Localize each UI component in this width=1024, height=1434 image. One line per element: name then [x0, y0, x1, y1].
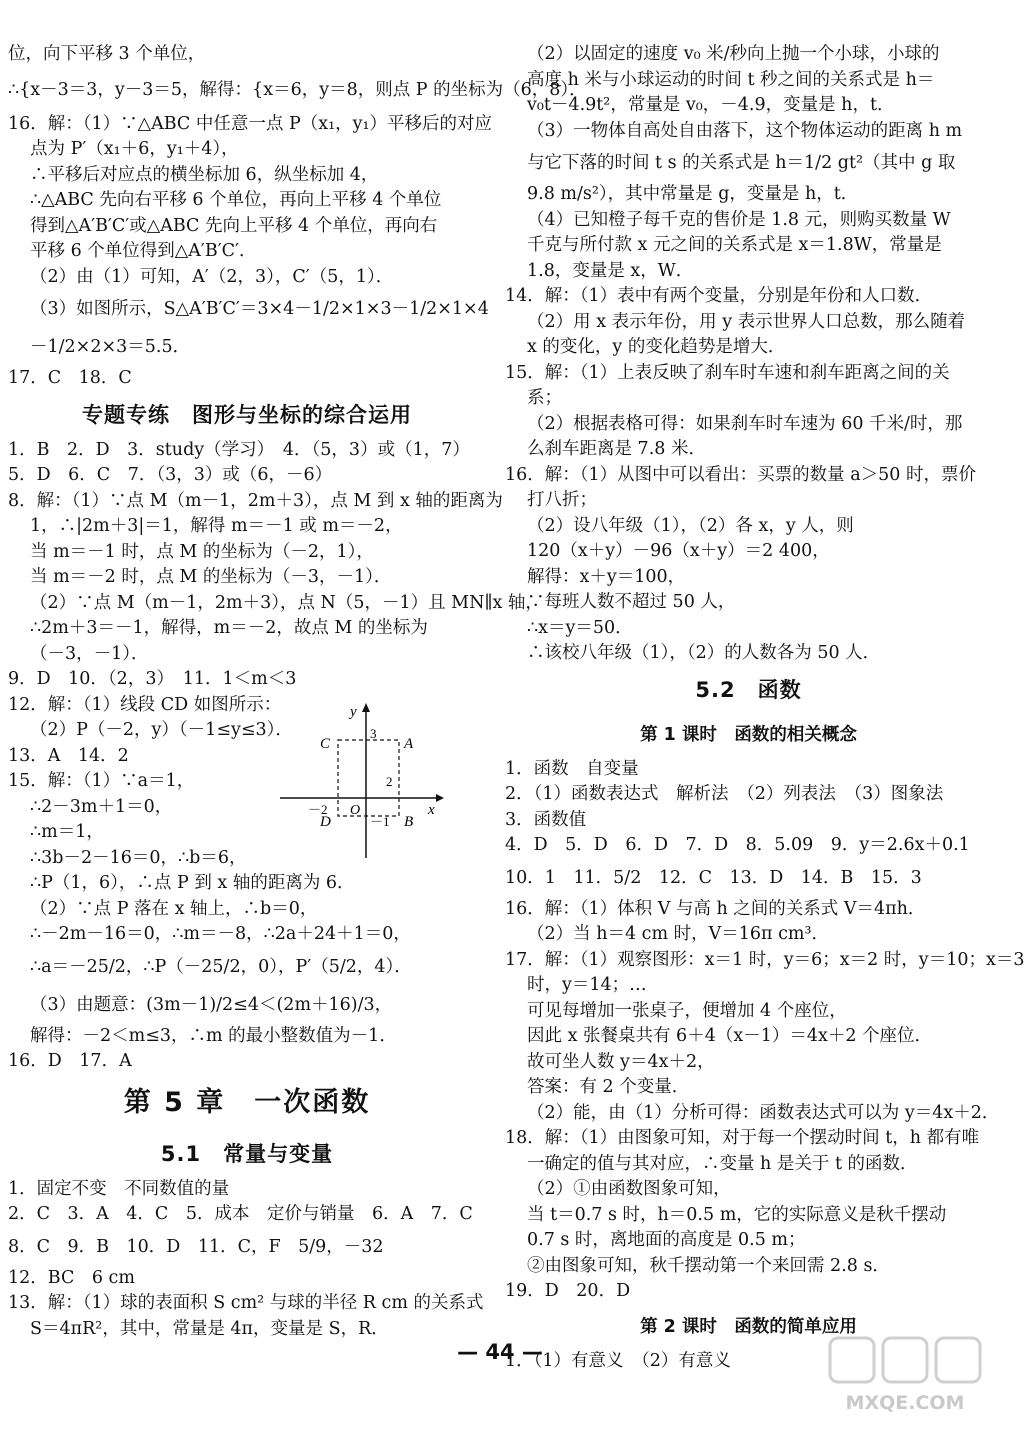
- left-line-19: （2）∵点 M（m－1，2m＋3），点 N（5，－1）且 MN∥x 轴，: [30, 592, 543, 613]
- tick-label-neg2: －2: [308, 802, 328, 817]
- right-line-31: 16．解：（1）体积 V 与高 h 之间的关系式 V＝4πh．: [505, 898, 926, 919]
- left-line-3: 点为 P′（x₁＋6，y₁＋4），: [30, 139, 239, 159]
- left-line-12: 专题专练 图形与坐标的综合运用: [82, 402, 412, 427]
- left-line-2: 16．解：（1）∵△ABC 中任意一点 P（x₁，y₁）平移后的对应: [8, 113, 493, 134]
- left-line-26: 15．解：（1）∵a＝1，: [8, 771, 195, 791]
- right-line-48: 1．（1）有意义 （2）有意义: [505, 1350, 731, 1371]
- left-line-35: 解得：－2＜m≤3，∴m 的最小整数值为－1．: [30, 1025, 397, 1046]
- right-line-10: （2）用 x 表示年份，用 y 表示世界人口总数，那么随着: [527, 311, 966, 332]
- left-line-1: ∴{x－3＝3，y－3＝5，解得：{x＝6，y＝8，则点 P 的坐标为（6，8）．: [8, 79, 587, 100]
- right-line-35: 可见每增加一张桌子，便增加 4 个座位，: [527, 1000, 847, 1021]
- right-line-14: （2）根据表格可得：如果刹车时车速为 60 千米/时，那: [527, 413, 963, 434]
- left-line-42: 12．BC 6 cm: [8, 1267, 135, 1288]
- origin-label: O: [350, 803, 361, 818]
- right-line-17: 打八折；: [527, 490, 597, 510]
- left-line-27: ∴2－3m＋1＝0，: [30, 796, 173, 817]
- right-line-44: 0.7 s 时，离地面的高度是 0.5 m；: [527, 1230, 806, 1250]
- right-line-33: 17．解：（1）观察图形：x＝1 时，y＝6；x＝2 时，y＝10；x＝3: [505, 949, 1024, 970]
- left-line-30: ∴P（1，6），∴点 P 到 x 轴的距离为 6．: [30, 873, 355, 893]
- left-line-38: 5.1 常量与变量: [160, 1141, 334, 1166]
- right-line-12: 15．解：（1）上表反映了刹车时车速和刹车距离之间的关: [505, 362, 950, 383]
- watermark-logo: [820, 1330, 990, 1425]
- right-line-21: ∵每班人数不超过 50 人，: [527, 592, 736, 612]
- right-line-9: 14．解：（1）表中有两个变量，分别是年份和人口数．: [505, 286, 933, 306]
- right-line-16: 16．解：（1）从图中可以看出：买票的数量 a＞50 时，票价: [505, 464, 976, 485]
- left-line-11: 17．C 18．C: [8, 368, 132, 388]
- right-line-30: 10．1 11．5/2 12．C 13．D 14．B 15．3: [505, 867, 922, 888]
- left-line-20: ∴2m＋3＝－1，解得，m＝－2，故点 M 的坐标为: [30, 618, 428, 638]
- coordinate-figure: [278, 700, 448, 860]
- left-line-40: 2．C 3．A 4．C 5．成本 定价与销量 6．A 7．C: [8, 1204, 473, 1224]
- y-axis-label: y: [350, 704, 357, 720]
- left-line-17: 当 m＝－1 时，点 M 的坐标为（－2，1），: [30, 541, 374, 562]
- tick-label-2: 2: [386, 774, 393, 789]
- left-line-15: 8．解：（1）∵点 M（m－1，2m＋3），点 M 到 x 轴的距离为: [8, 490, 503, 511]
- right-line-24: 5.2 函数: [695, 677, 802, 702]
- left-line-7: 平移 6 个单位得到△A′B′C′．: [30, 241, 257, 261]
- left-line-21: （－3，－1）．: [30, 643, 149, 664]
- left-line-34: （3）由题意：(3m－1)/2≤4＜(2m＋16)/3，: [30, 994, 393, 1015]
- left-line-23: 12．解：（1）线段 CD 如图所示：: [8, 694, 282, 715]
- right-line-43: 当 t＝0.7 s 时，h＝0.5 m，它的实际意义是秋千摆动: [527, 1204, 947, 1225]
- left-line-0: 位，向下平移 3 个单位，: [8, 44, 206, 64]
- left-line-14: 5．D 6．C 7．（3，3）或（6，－6）: [8, 465, 333, 485]
- right-line-3: （3）一物体自高处自由落下，这个物体运动的距离 h m: [527, 120, 963, 141]
- left-line-32: ∴－2m－16＝0，∴m＝－8，∴2a＋24＋1＝0，: [30, 924, 411, 944]
- y-axis-arrow-icon: [362, 703, 370, 712]
- right-line-15: 么刹车距离是 7.8 米．: [527, 439, 706, 459]
- right-line-4: 与它下落的时间 t s 的关系式是 h＝1/2 gt²（其中 g 取: [527, 153, 956, 173]
- right-line-13: 系；: [527, 388, 562, 408]
- right-line-26: 1．函数 自变量: [505, 758, 639, 779]
- right-line-1: 高度 h 米与小球运动的时间 t 秒之间的关系式是 h＝: [527, 69, 935, 90]
- right-line-34: 时，y＝14；…: [527, 975, 647, 995]
- left-line-41: 8．C 9．B 10．D 11．C，F 5/9，－32: [8, 1236, 384, 1257]
- left-line-18: 当 m＝－2 时，点 M 的坐标为（－3，－1）．: [30, 567, 392, 587]
- tick-label-neg1: －1: [370, 814, 390, 829]
- left-line-9: （3）如图所示，S△A′B′C′＝3×4－1/2×1×3－1/2×1×4: [30, 299, 489, 319]
- left-line-22: 9．D 10．（2，3） 11．1＜m＜3: [8, 669, 297, 689]
- right-line-11: x 的变化，y 的变化趋势是增大．: [527, 337, 786, 357]
- point-a-label: A: [404, 736, 414, 752]
- right-line-22: ∴x＝y＝50．: [527, 617, 633, 638]
- left-line-4: ∴平移后对应点的横坐标加 6，纵坐标加 4，: [30, 164, 379, 185]
- left-line-16: 1，∴|2m＋3|＝1，解得 m＝－1 或 m＝－2，: [30, 516, 403, 536]
- left-line-6: 得到△A′B′C′或△ABC 先向上平移 4 个单位，再向右: [30, 215, 438, 236]
- left-line-36: 16．D 17．A: [8, 1051, 132, 1071]
- right-line-8: 1.8，变量是 x，W．: [527, 260, 694, 281]
- right-line-28: 3．函数值: [505, 809, 587, 830]
- point-d-label: D: [320, 814, 331, 830]
- right-line-0: （2）以固定的速度 v₀ 米/秒向上抛一个小球，小球的: [527, 44, 940, 64]
- left-line-43: 13．解：（1）球的表面积 S cm² 与球的半径 R cm 的关系式: [8, 1293, 484, 1313]
- right-line-29: 4．D 5．D 6．D 7．D 8．5.09 9．y＝2.6x＋0.1: [505, 835, 970, 855]
- right-line-37: 故可坐人数 y＝4x＋2，: [527, 1051, 715, 1072]
- left-line-8: （2）由（1）可知，A′（2，3），C′（5，1）．: [30, 266, 394, 287]
- right-line-42: （2）①由函数图象可知，: [527, 1179, 731, 1199]
- left-line-29: ∴3b－2－16＝0，∴b＝6，: [30, 847, 247, 868]
- watermark-icon: [820, 1330, 990, 1390]
- tick-label-3: 3: [370, 726, 377, 741]
- left-line-10: －1/2×2×3＝5.5．: [30, 337, 191, 357]
- page-number: — 44 —: [457, 1340, 543, 1364]
- right-line-32: （2）当 h＝4 cm 时，V＝16π cm³．: [527, 924, 830, 944]
- left-line-25: 13．A 14．2: [8, 745, 129, 766]
- right-line-39: （2）能，由（1）分析可得：函数表达式可以为 y＝4x＋2．: [527, 1102, 1000, 1123]
- left-line-44: S＝4πR²，其中，常量是 4π，变量是 S，R．: [30, 1318, 389, 1339]
- right-line-41: 一确定的值与其对应，∴变量 h 是关于 t 的函数．: [527, 1153, 918, 1174]
- left-line-24: （2）P（－2，y）（－1≤y≤3）．: [30, 720, 293, 740]
- point-b-label: B: [404, 814, 414, 830]
- left-line-5: ∴△ABC 先向右平移 6 个单位，再向上平移 4 个单位: [30, 190, 442, 210]
- left-line-37: 第 5 章 一次函数: [123, 1086, 371, 1118]
- left-line-39: 1．固定不变 不同数值的量: [8, 1178, 230, 1199]
- right-line-40: 18．解：（1）由图象可知，对于每一个摆动时间 t，h 都有唯: [505, 1128, 980, 1148]
- right-line-20: 解得：x＋y＝100，: [527, 566, 686, 587]
- left-line-33: ∴a＝－25/2，∴P（－25/2，0），P′（5/2，4）．: [30, 956, 412, 977]
- left-line-31: （2）∵点 P 落在 x 轴上，∴b＝0，: [30, 898, 318, 919]
- right-line-45: ②由图象可知，秋千摆动第一个来回需 2.8 s．: [527, 1255, 890, 1276]
- right-line-23: ∴该校八年级（1），（2）的人数各为 50 人．: [527, 643, 881, 663]
- left-line-13: 1．B 2．D 3．study（学习） 4．（5，3）或（1，7）: [8, 439, 470, 460]
- x-axis-label: x: [428, 802, 435, 818]
- right-line-27: 2．（1）函数表达式 解析法 （2）列表法 （3）图象法: [505, 784, 944, 804]
- right-line-7: 千克与所付款 x 元之间的关系式是 x＝1.8W，常量是: [527, 235, 942, 255]
- right-line-2: v₀t－4.9t²，常量是 v₀，－4.9，变量是 h，t．: [527, 95, 895, 115]
- right-line-47: 第 2 课时 函数的简单应用: [640, 1316, 857, 1337]
- left-line-28: ∴m＝1，: [30, 822, 104, 842]
- right-line-36: 因此 x 张餐桌共有 6＋4（x－1）＝4x＋2 个座位．: [527, 1026, 933, 1046]
- right-column: [505, 42, 1024, 1374]
- right-line-38: 答案：有 2 个变量．: [527, 1077, 690, 1097]
- right-line-25: 第 1 课时 函数的相关概念: [640, 724, 857, 745]
- right-line-46: 19．D 20．D: [505, 1281, 631, 1301]
- right-line-18: （2）设八年级（1），（2）各 x，y 人，则: [527, 515, 854, 536]
- point-c-label: C: [320, 736, 331, 752]
- watermark-text: MXQE.COM: [845, 1392, 965, 1414]
- right-line-19: 120（x＋y）－96（x＋y）＝2 400，: [527, 541, 830, 561]
- right-line-5: 9.8 m/s²），其中常量是 g，变量是 h，t．: [527, 184, 859, 204]
- right-line-6: （4）已知橙子每千克的售价是 1.8 元，则购买数量 W: [527, 209, 951, 230]
- x-axis-arrow-icon: [436, 794, 444, 802]
